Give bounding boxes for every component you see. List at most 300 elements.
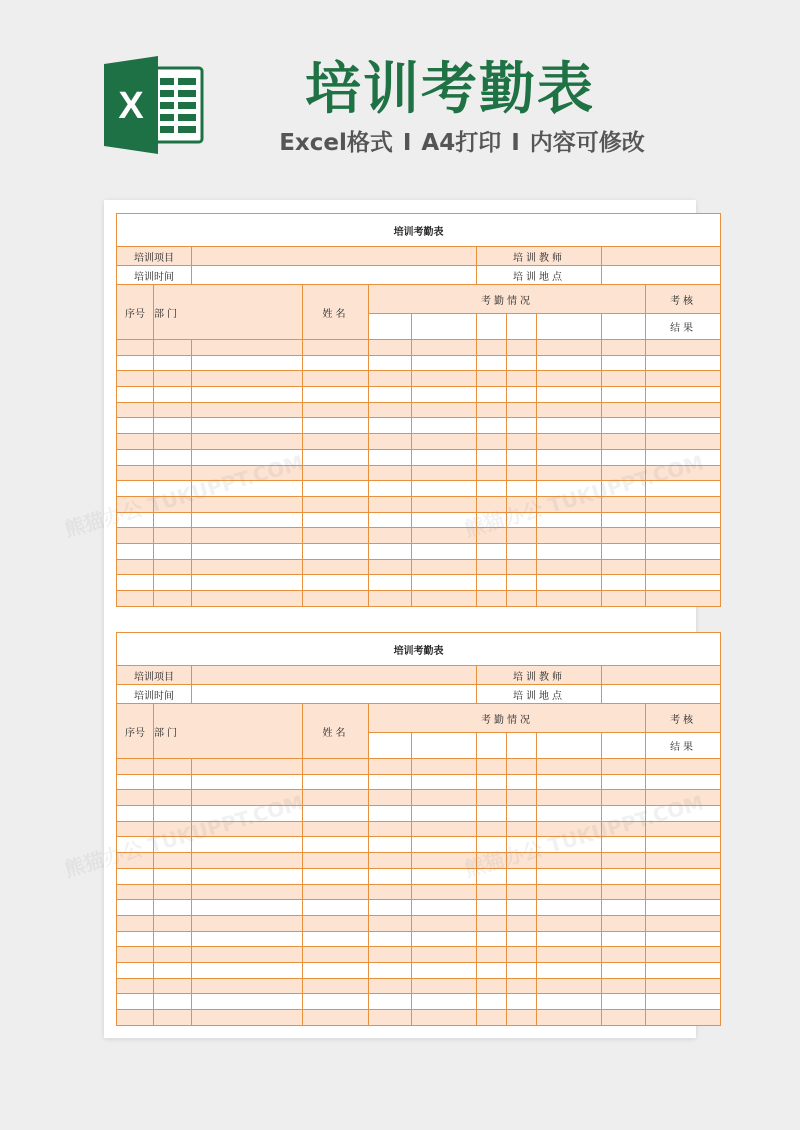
table-cell[interactable] — [303, 1010, 369, 1026]
table-cell[interactable] — [412, 449, 477, 465]
table-cell[interactable] — [477, 774, 507, 790]
table-cell[interactable] — [602, 947, 646, 963]
table-cell[interactable] — [369, 465, 412, 481]
teacher-value-cell[interactable] — [602, 247, 721, 266]
table-cell[interactable] — [477, 900, 507, 916]
table-cell[interactable] — [602, 449, 646, 465]
table-cell[interactable] — [507, 434, 537, 450]
table-cell[interactable] — [602, 559, 646, 575]
table-cell[interactable] — [117, 978, 154, 994]
table-cell[interactable] — [303, 759, 369, 775]
table-cell[interactable] — [537, 790, 602, 806]
table-cell[interactable] — [646, 962, 721, 978]
table-cell[interactable] — [477, 790, 507, 806]
table-cell[interactable] — [117, 790, 154, 806]
table-cell[interactable] — [507, 449, 537, 465]
attendance-subcell[interactable] — [507, 314, 537, 340]
table-cell[interactable] — [369, 947, 412, 963]
table-cell[interactable] — [507, 528, 537, 544]
table-cell[interactable] — [646, 806, 721, 822]
table-cell[interactable] — [507, 821, 537, 837]
project-value-cell[interactable] — [192, 666, 477, 685]
table-cell[interactable] — [369, 575, 412, 591]
table-cell[interactable] — [303, 837, 369, 853]
table-cell[interactable] — [412, 559, 477, 575]
teacher-value-cell[interactable] — [602, 666, 721, 685]
table-cell[interactable] — [154, 931, 192, 947]
table-cell[interactable] — [646, 371, 721, 387]
table-cell[interactable] — [537, 853, 602, 869]
table-cell[interactable] — [117, 915, 154, 931]
table-cell[interactable] — [646, 340, 721, 356]
table-cell[interactable] — [154, 528, 192, 544]
table-cell[interactable] — [537, 978, 602, 994]
table-cell[interactable] — [507, 868, 537, 884]
table-cell[interactable] — [646, 402, 721, 418]
table-cell[interactable] — [412, 591, 477, 607]
table-cell[interactable] — [477, 884, 507, 900]
table-cell[interactable] — [154, 821, 192, 837]
table-cell[interactable] — [412, 418, 477, 434]
table-cell[interactable] — [192, 434, 303, 450]
location-value-cell[interactable] — [602, 685, 721, 704]
table-cell[interactable] — [537, 575, 602, 591]
table-cell[interactable] — [412, 915, 477, 931]
table-cell[interactable] — [646, 884, 721, 900]
location-value-cell[interactable] — [602, 266, 721, 285]
table-cell[interactable] — [369, 853, 412, 869]
table-cell[interactable] — [507, 1010, 537, 1026]
table-cell[interactable] — [154, 387, 192, 403]
table-cell[interactable] — [192, 559, 303, 575]
table-cell[interactable] — [507, 371, 537, 387]
table-cell[interactable] — [602, 418, 646, 434]
table-cell[interactable] — [154, 481, 192, 497]
table-cell[interactable] — [154, 806, 192, 822]
table-cell[interactable] — [117, 340, 154, 356]
table-cell[interactable] — [412, 543, 477, 559]
table-cell[interactable] — [507, 931, 537, 947]
table-cell[interactable] — [507, 543, 537, 559]
attendance-subcell[interactable] — [369, 314, 412, 340]
table-cell[interactable] — [154, 978, 192, 994]
table-cell[interactable] — [477, 481, 507, 497]
table-cell[interactable] — [117, 355, 154, 371]
table-cell[interactable] — [369, 978, 412, 994]
attendance-subcell[interactable] — [602, 314, 646, 340]
table-cell[interactable] — [369, 868, 412, 884]
table-cell[interactable] — [303, 465, 369, 481]
table-cell[interactable] — [192, 387, 303, 403]
table-cell[interactable] — [477, 868, 507, 884]
table-cell[interactable] — [537, 884, 602, 900]
table-cell[interactable] — [412, 575, 477, 591]
table-cell[interactable] — [154, 790, 192, 806]
table-cell[interactable] — [303, 947, 369, 963]
table-cell[interactable] — [507, 591, 537, 607]
table-cell[interactable] — [646, 559, 721, 575]
table-cell[interactable] — [154, 496, 192, 512]
table-cell[interactable] — [602, 837, 646, 853]
table-cell[interactable] — [303, 774, 369, 790]
table-cell[interactable] — [537, 1010, 602, 1026]
table-cell[interactable] — [602, 868, 646, 884]
table-cell[interactable] — [369, 962, 412, 978]
table-cell[interactable] — [192, 1010, 303, 1026]
table-cell[interactable] — [602, 371, 646, 387]
table-cell[interactable] — [369, 821, 412, 837]
table-cell[interactable] — [303, 481, 369, 497]
table-cell[interactable] — [192, 496, 303, 512]
table-cell[interactable] — [537, 994, 602, 1010]
table-cell[interactable] — [646, 481, 721, 497]
table-cell[interactable] — [154, 774, 192, 790]
table-cell[interactable] — [117, 481, 154, 497]
table-cell[interactable] — [646, 853, 721, 869]
table-cell[interactable] — [477, 931, 507, 947]
table-cell[interactable] — [412, 900, 477, 916]
table-cell[interactable] — [117, 575, 154, 591]
table-cell[interactable] — [477, 915, 507, 931]
table-cell[interactable] — [602, 900, 646, 916]
table-cell[interactable] — [303, 449, 369, 465]
table-cell[interactable] — [537, 340, 602, 356]
table-cell[interactable] — [192, 355, 303, 371]
table-cell[interactable] — [477, 759, 507, 775]
table-cell[interactable] — [117, 465, 154, 481]
table-cell[interactable] — [192, 759, 303, 775]
table-cell[interactable] — [602, 821, 646, 837]
table-cell[interactable] — [602, 931, 646, 947]
table-cell[interactable] — [646, 900, 721, 916]
table-cell[interactable] — [646, 915, 721, 931]
table-cell[interactable] — [602, 402, 646, 418]
table-cell[interactable] — [369, 387, 412, 403]
table-cell[interactable] — [369, 994, 412, 1010]
table-cell[interactable] — [369, 900, 412, 916]
table-cell[interactable] — [192, 915, 303, 931]
table-cell[interactable] — [646, 837, 721, 853]
table-cell[interactable] — [477, 418, 507, 434]
table-cell[interactable] — [412, 387, 477, 403]
table-cell[interactable] — [477, 994, 507, 1010]
table-cell[interactable] — [369, 434, 412, 450]
table-cell[interactable] — [369, 591, 412, 607]
table-cell[interactable] — [303, 591, 369, 607]
table-cell[interactable] — [303, 821, 369, 837]
table-cell[interactable] — [154, 915, 192, 931]
table-cell[interactable] — [192, 821, 303, 837]
table-cell[interactable] — [117, 962, 154, 978]
table-cell[interactable] — [646, 434, 721, 450]
table-cell[interactable] — [303, 340, 369, 356]
table-cell[interactable] — [303, 371, 369, 387]
table-cell[interactable] — [117, 591, 154, 607]
table-cell[interactable] — [369, 1010, 412, 1026]
table-cell[interactable] — [369, 528, 412, 544]
attendance-subcell[interactable] — [507, 733, 537, 759]
table-cell[interactable] — [507, 806, 537, 822]
table-cell[interactable] — [646, 994, 721, 1010]
table-cell[interactable] — [477, 559, 507, 575]
table-cell[interactable] — [154, 994, 192, 1010]
table-cell[interactable] — [507, 465, 537, 481]
table-cell[interactable] — [537, 512, 602, 528]
table-cell[interactable] — [303, 418, 369, 434]
table-cell[interactable] — [646, 1010, 721, 1026]
table-cell[interactable] — [117, 434, 154, 450]
attendance-subcell[interactable] — [477, 733, 507, 759]
table-cell[interactable] — [537, 774, 602, 790]
table-cell[interactable] — [602, 759, 646, 775]
table-cell[interactable] — [117, 512, 154, 528]
table-cell[interactable] — [602, 774, 646, 790]
attendance-subcell[interactable] — [537, 314, 602, 340]
table-cell[interactable] — [646, 978, 721, 994]
table-cell[interactable] — [412, 931, 477, 947]
table-cell[interactable] — [154, 402, 192, 418]
table-cell[interactable] — [412, 868, 477, 884]
table-cell[interactable] — [369, 543, 412, 559]
table-cell[interactable] — [602, 1010, 646, 1026]
table-cell[interactable] — [303, 978, 369, 994]
table-cell[interactable] — [537, 915, 602, 931]
table-cell[interactable] — [303, 387, 369, 403]
table-cell[interactable] — [369, 884, 412, 900]
table-cell[interactable] — [369, 759, 412, 775]
table-cell[interactable] — [192, 837, 303, 853]
table-cell[interactable] — [192, 790, 303, 806]
table-cell[interactable] — [477, 528, 507, 544]
table-cell[interactable] — [646, 774, 721, 790]
table-cell[interactable] — [154, 1010, 192, 1026]
table-cell[interactable] — [412, 978, 477, 994]
table-cell[interactable] — [537, 962, 602, 978]
table-cell[interactable] — [646, 591, 721, 607]
table-cell[interactable] — [117, 774, 154, 790]
attendance-subcell[interactable] — [477, 314, 507, 340]
table-cell[interactable] — [646, 496, 721, 512]
table-cell[interactable] — [117, 371, 154, 387]
table-cell[interactable] — [537, 591, 602, 607]
table-cell[interactable] — [117, 496, 154, 512]
table-cell[interactable] — [192, 774, 303, 790]
table-cell[interactable] — [117, 868, 154, 884]
table-cell[interactable] — [192, 449, 303, 465]
table-cell[interactable] — [154, 371, 192, 387]
table-cell[interactable] — [303, 806, 369, 822]
table-cell[interactable] — [537, 947, 602, 963]
table-cell[interactable] — [192, 591, 303, 607]
table-cell[interactable] — [602, 355, 646, 371]
table-cell[interactable] — [412, 340, 477, 356]
table-cell[interactable] — [646, 449, 721, 465]
table-cell[interactable] — [154, 559, 192, 575]
table-cell[interactable] — [537, 418, 602, 434]
table-cell[interactable] — [154, 512, 192, 528]
table-cell[interactable] — [117, 821, 154, 837]
table-cell[interactable] — [117, 528, 154, 544]
table-cell[interactable] — [192, 806, 303, 822]
table-cell[interactable] — [537, 371, 602, 387]
table-cell[interactable] — [303, 994, 369, 1010]
table-cell[interactable] — [192, 884, 303, 900]
table-cell[interactable] — [477, 978, 507, 994]
table-cell[interactable] — [154, 884, 192, 900]
time-value-cell[interactable] — [192, 266, 477, 285]
table-cell[interactable] — [477, 402, 507, 418]
table-cell[interactable] — [154, 465, 192, 481]
table-cell[interactable] — [369, 371, 412, 387]
table-cell[interactable] — [646, 418, 721, 434]
table-cell[interactable] — [154, 575, 192, 591]
table-cell[interactable] — [154, 340, 192, 356]
table-cell[interactable] — [602, 387, 646, 403]
table-cell[interactable] — [602, 915, 646, 931]
table-cell[interactable] — [192, 978, 303, 994]
table-cell[interactable] — [412, 759, 477, 775]
table-cell[interactable] — [412, 402, 477, 418]
table-cell[interactable] — [192, 481, 303, 497]
table-cell[interactable] — [154, 837, 192, 853]
table-cell[interactable] — [602, 853, 646, 869]
table-cell[interactable] — [412, 994, 477, 1010]
table-cell[interactable] — [117, 402, 154, 418]
table-cell[interactable] — [154, 449, 192, 465]
table-cell[interactable] — [646, 543, 721, 559]
table-cell[interactable] — [602, 543, 646, 559]
table-cell[interactable] — [477, 821, 507, 837]
table-cell[interactable] — [507, 759, 537, 775]
table-cell[interactable] — [192, 512, 303, 528]
table-cell[interactable] — [303, 931, 369, 947]
table-cell[interactable] — [477, 355, 507, 371]
table-cell[interactable] — [303, 915, 369, 931]
table-cell[interactable] — [192, 543, 303, 559]
table-cell[interactable] — [537, 402, 602, 418]
table-cell[interactable] — [507, 790, 537, 806]
table-cell[interactable] — [303, 575, 369, 591]
table-cell[interactable] — [507, 387, 537, 403]
table-cell[interactable] — [117, 931, 154, 947]
table-cell[interactable] — [646, 355, 721, 371]
table-cell[interactable] — [412, 853, 477, 869]
table-cell[interactable] — [154, 947, 192, 963]
table-cell[interactable] — [507, 496, 537, 512]
table-cell[interactable] — [477, 837, 507, 853]
table-cell[interactable] — [602, 512, 646, 528]
table-cell[interactable] — [303, 868, 369, 884]
table-cell[interactable] — [537, 931, 602, 947]
table-cell[interactable] — [537, 434, 602, 450]
table-cell[interactable] — [412, 837, 477, 853]
table-cell[interactable] — [369, 449, 412, 465]
table-cell[interactable] — [537, 387, 602, 403]
table-cell[interactable] — [646, 947, 721, 963]
table-cell[interactable] — [602, 790, 646, 806]
table-cell[interactable] — [192, 900, 303, 916]
table-cell[interactable] — [303, 434, 369, 450]
table-cell[interactable] — [537, 837, 602, 853]
table-cell[interactable] — [646, 387, 721, 403]
table-cell[interactable] — [537, 900, 602, 916]
table-cell[interactable] — [537, 821, 602, 837]
project-value-cell[interactable] — [192, 247, 477, 266]
table-cell[interactable] — [192, 528, 303, 544]
table-cell[interactable] — [507, 978, 537, 994]
attendance-subcell[interactable] — [537, 733, 602, 759]
table-cell[interactable] — [369, 402, 412, 418]
table-cell[interactable] — [369, 806, 412, 822]
table-cell[interactable] — [537, 449, 602, 465]
table-cell[interactable] — [369, 340, 412, 356]
table-cell[interactable] — [507, 994, 537, 1010]
table-cell[interactable] — [154, 418, 192, 434]
table-cell[interactable] — [117, 884, 154, 900]
table-cell[interactable] — [412, 434, 477, 450]
table-cell[interactable] — [303, 853, 369, 869]
table-cell[interactable] — [477, 543, 507, 559]
table-cell[interactable] — [192, 575, 303, 591]
table-cell[interactable] — [646, 465, 721, 481]
table-cell[interactable] — [602, 978, 646, 994]
table-cell[interactable] — [602, 481, 646, 497]
table-cell[interactable] — [602, 496, 646, 512]
table-cell[interactable] — [477, 1010, 507, 1026]
table-cell[interactable] — [477, 465, 507, 481]
table-cell[interactable] — [602, 962, 646, 978]
table-cell[interactable] — [412, 371, 477, 387]
table-cell[interactable] — [507, 402, 537, 418]
table-cell[interactable] — [537, 806, 602, 822]
table-cell[interactable] — [477, 947, 507, 963]
table-cell[interactable] — [507, 512, 537, 528]
table-cell[interactable] — [154, 962, 192, 978]
table-cell[interactable] — [369, 774, 412, 790]
table-cell[interactable] — [477, 371, 507, 387]
table-cell[interactable] — [537, 355, 602, 371]
table-cell[interactable] — [303, 962, 369, 978]
table-cell[interactable] — [537, 543, 602, 559]
table-cell[interactable] — [412, 884, 477, 900]
table-cell[interactable] — [303, 900, 369, 916]
table-cell[interactable] — [477, 806, 507, 822]
table-cell[interactable] — [507, 774, 537, 790]
table-cell[interactable] — [412, 512, 477, 528]
table-cell[interactable] — [412, 962, 477, 978]
table-cell[interactable] — [507, 418, 537, 434]
table-cell[interactable] — [154, 759, 192, 775]
table-cell[interactable] — [117, 900, 154, 916]
table-cell[interactable] — [369, 481, 412, 497]
table-cell[interactable] — [602, 591, 646, 607]
table-cell[interactable] — [537, 759, 602, 775]
table-cell[interactable] — [646, 528, 721, 544]
table-cell[interactable] — [303, 790, 369, 806]
table-cell[interactable] — [646, 821, 721, 837]
table-cell[interactable] — [117, 759, 154, 775]
table-cell[interactable] — [646, 790, 721, 806]
time-value-cell[interactable] — [192, 685, 477, 704]
table-cell[interactable] — [154, 543, 192, 559]
table-cell[interactable] — [117, 947, 154, 963]
table-cell[interactable] — [117, 806, 154, 822]
table-cell[interactable] — [537, 559, 602, 575]
table-cell[interactable] — [303, 402, 369, 418]
table-cell[interactable] — [412, 355, 477, 371]
table-cell[interactable] — [412, 465, 477, 481]
table-cell[interactable] — [117, 543, 154, 559]
